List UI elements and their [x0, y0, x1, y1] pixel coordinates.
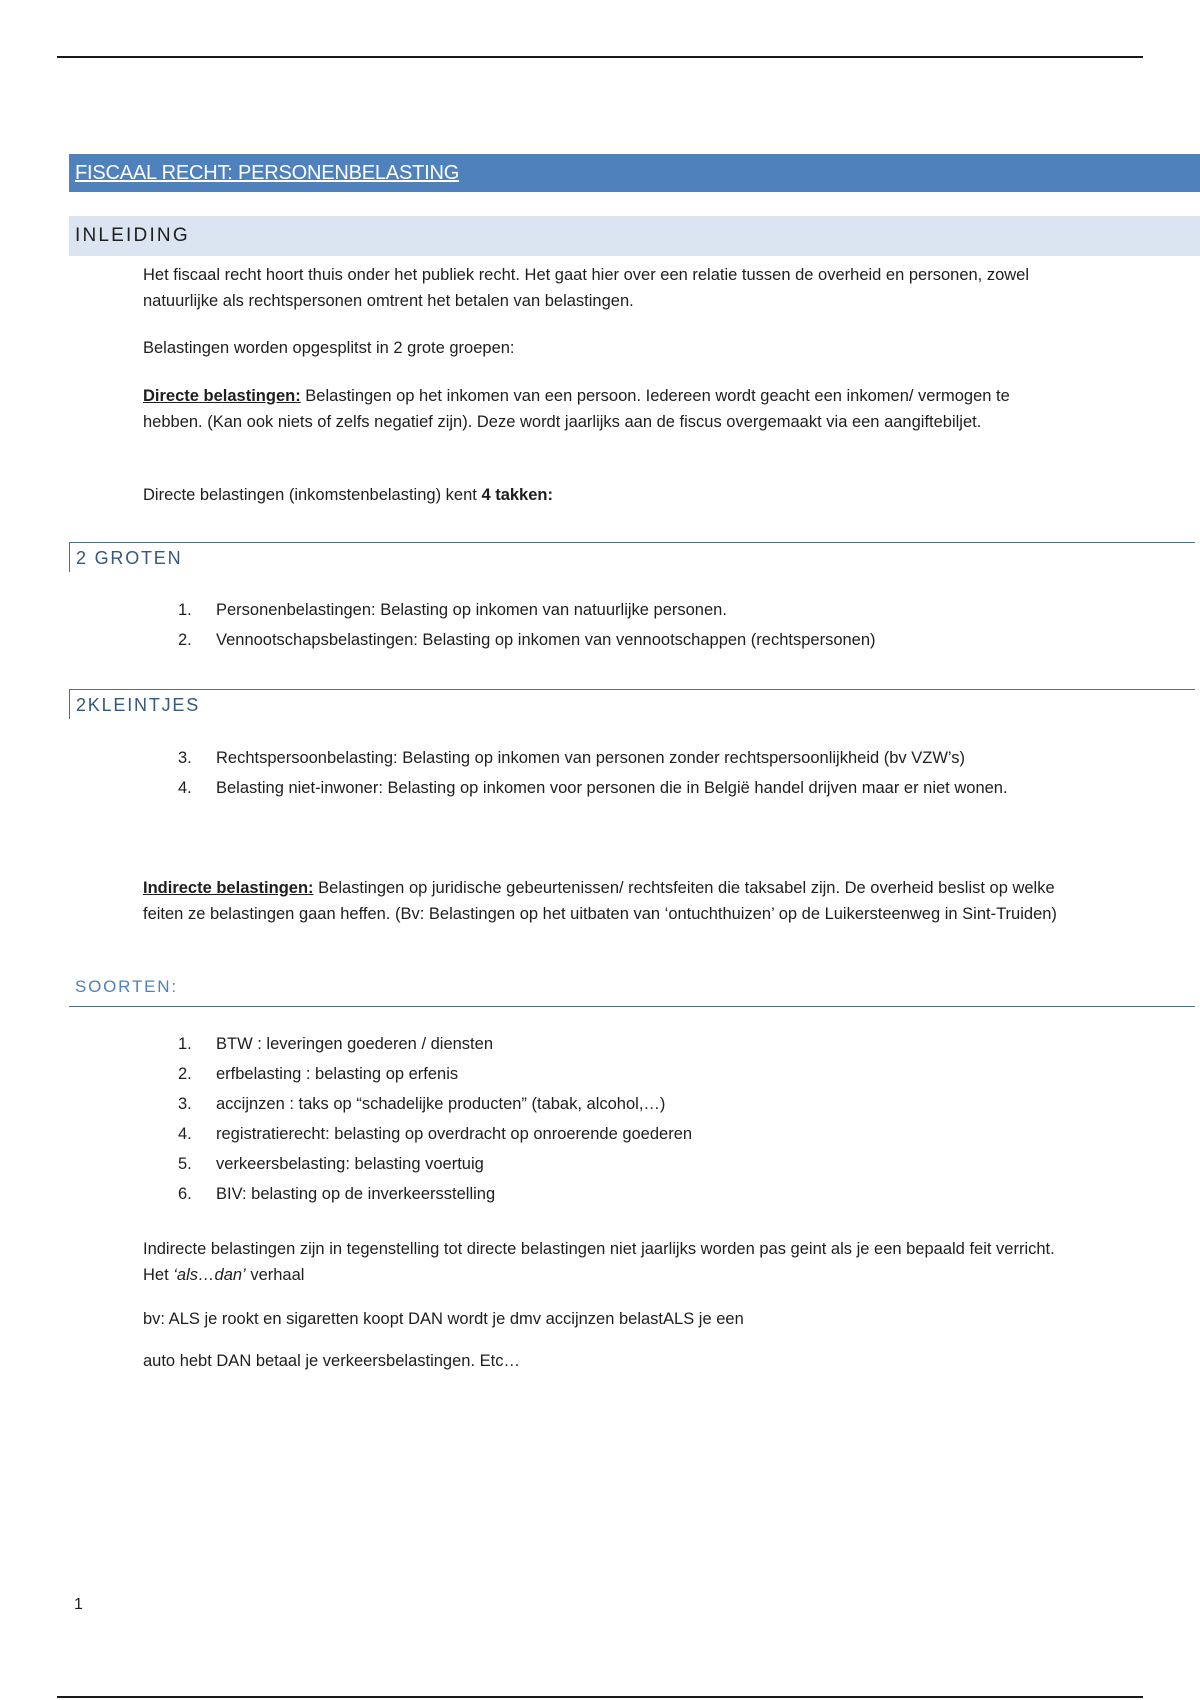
heading-2-groten	[69, 542, 1195, 572]
list-item-text: accijnzen : taks op “schadelijke producten” (tabak, alcohol,…)	[216, 1095, 666, 1113]
list-item-number: 6.	[178, 1185, 192, 1203]
page-number: 1	[74, 1596, 83, 1613]
heading-2kleintjes	[69, 689, 1195, 719]
branches-text: Directe belastingen (inkomstenbelasting) kent	[143, 486, 482, 504]
list-item	[178, 1031, 1038, 1057]
indirect-taxes-paragraph	[143, 875, 1063, 927]
heading-soorten	[69, 977, 1195, 1007]
list-item	[178, 597, 1038, 623]
branches-paragraph	[143, 482, 1063, 508]
groten-list	[178, 597, 1038, 657]
indirect-taxes-text: Belastingen op juridische gebeurtenissen/ rechtsfeiten die taksabel zijn. De overheid beslist op welke feiten ze belastingen gaan heffen. (Bv: Belastingen op het uitbaten van ‘ontuchthuizen’ op de Luikersteenweg in Sint-Truiden)	[143, 879, 1057, 923]
kleintjes-list	[178, 745, 1038, 805]
indirect-note-italic: ‘als…dan’	[173, 1266, 246, 1284]
indirect-taxes-lead: Indirecte belastingen:	[143, 879, 314, 897]
heading-inleiding-text: INLEIDING	[75, 225, 190, 246]
list-item-number: 3.	[178, 1095, 192, 1113]
example-line-1: bv: ALS je rookt en sigaretten koopt DAN wordt je dmv accijnzen belastALS je een	[143, 1310, 744, 1328]
direct-taxes-paragraph	[143, 383, 1063, 435]
branches-bold: 4 takken:	[481, 486, 553, 504]
list-item-text: Vennootschapsbelastingen: Belasting op inkomen van vennootschappen (rechtspersonen)	[216, 631, 876, 649]
list-item	[178, 1181, 1038, 1207]
list-item-text: BTW : leveringen goederen / diensten	[216, 1035, 493, 1053]
list-item-text: BIV: belasting op de inverkeersstelling	[216, 1185, 496, 1203]
list-item-text: verkeersbelasting: belasting voertuig	[216, 1155, 484, 1173]
indirect-note-paragraph	[143, 1236, 1063, 1288]
list-item-number: 1.	[178, 1035, 192, 1053]
direct-taxes-text: Belastingen op het inkomen van een persoon. Iedereen wordt geacht een inkomen/ vermogen te hebben. (Kan ook niets of zelfs negatief zijn). Deze wordt jaarlijks aan de fiscus overgemaakt via een aangiftebiljet.	[143, 387, 1010, 431]
header-rule	[57, 56, 1143, 58]
heading-inleiding	[69, 216, 1200, 256]
heading-2-groten-text: 2 GROTEN	[76, 548, 183, 568]
footer-rule	[57, 1696, 1143, 1698]
indirect-note-text: Indirecte belastingen zijn in tegenstelling tot directe belastingen niet jaarlijks worden pas geint als je een bepaald feit verricht. Het	[143, 1240, 1055, 1284]
heading-soorten-text: SOORTEN:	[75, 977, 178, 996]
list-item-number: 2.	[178, 1065, 192, 1083]
list-item-text: erfbelasting : belasting op erfenis	[216, 1065, 459, 1083]
list-item	[178, 1061, 1038, 1087]
list-item	[178, 745, 1038, 771]
list-item-text: Belasting niet-inwoner: Belasting op inkomen voor personen die in België handel drijven maar er niet wonen.	[216, 779, 1008, 797]
list-item-number: 1.	[178, 601, 192, 619]
heading-2kleintjes-text: 2KLEINTJES	[76, 695, 201, 715]
list-item-text: Rechtspersoonbelasting: Belasting op inkomen van personen zonder rechtspersoonlijkheid (bv VZW’s)	[216, 749, 966, 767]
direct-taxes-lead: Directe belastingen:	[143, 387, 301, 405]
list-item-number: 5.	[178, 1155, 192, 1173]
groups-paragraph: Belastingen worden opgesplitst in 2 grote groepen:	[143, 339, 515, 357]
soorten-list	[178, 1031, 1038, 1211]
list-item-text: registratierecht: belasting op overdracht op onroerende goederen	[216, 1125, 693, 1143]
list-item	[178, 1091, 1038, 1117]
list-item	[178, 1121, 1038, 1147]
list-item	[178, 627, 1038, 653]
intro-paragraph: Het fiscaal recht hoort thuis onder het publiek recht. Het gaat hier over een relatie tussen de overheid en personen, zowel natuurlijke als rechtspersonen omtrent het betalen van belastingen.	[143, 266, 1030, 310]
indirect-note-tail: verhaal	[245, 1266, 305, 1284]
list-item-number: 2.	[178, 631, 192, 649]
document-title: FISCAAL RECHT: PERSONENBELASTING	[75, 161, 460, 184]
list-item-number: 3.	[178, 749, 192, 767]
document-title-bar	[69, 154, 1200, 192]
example-line-2: auto hebt DAN betaal je verkeersbelastingen. Etc…	[143, 1352, 520, 1370]
list-item-text: Personenbelastingen: Belasting op inkomen van natuurlijke personen.	[216, 601, 727, 619]
list-item-number: 4.	[178, 779, 192, 797]
list-item	[178, 1151, 1038, 1177]
list-item-number: 4.	[178, 1125, 192, 1143]
list-item	[178, 775, 1038, 801]
